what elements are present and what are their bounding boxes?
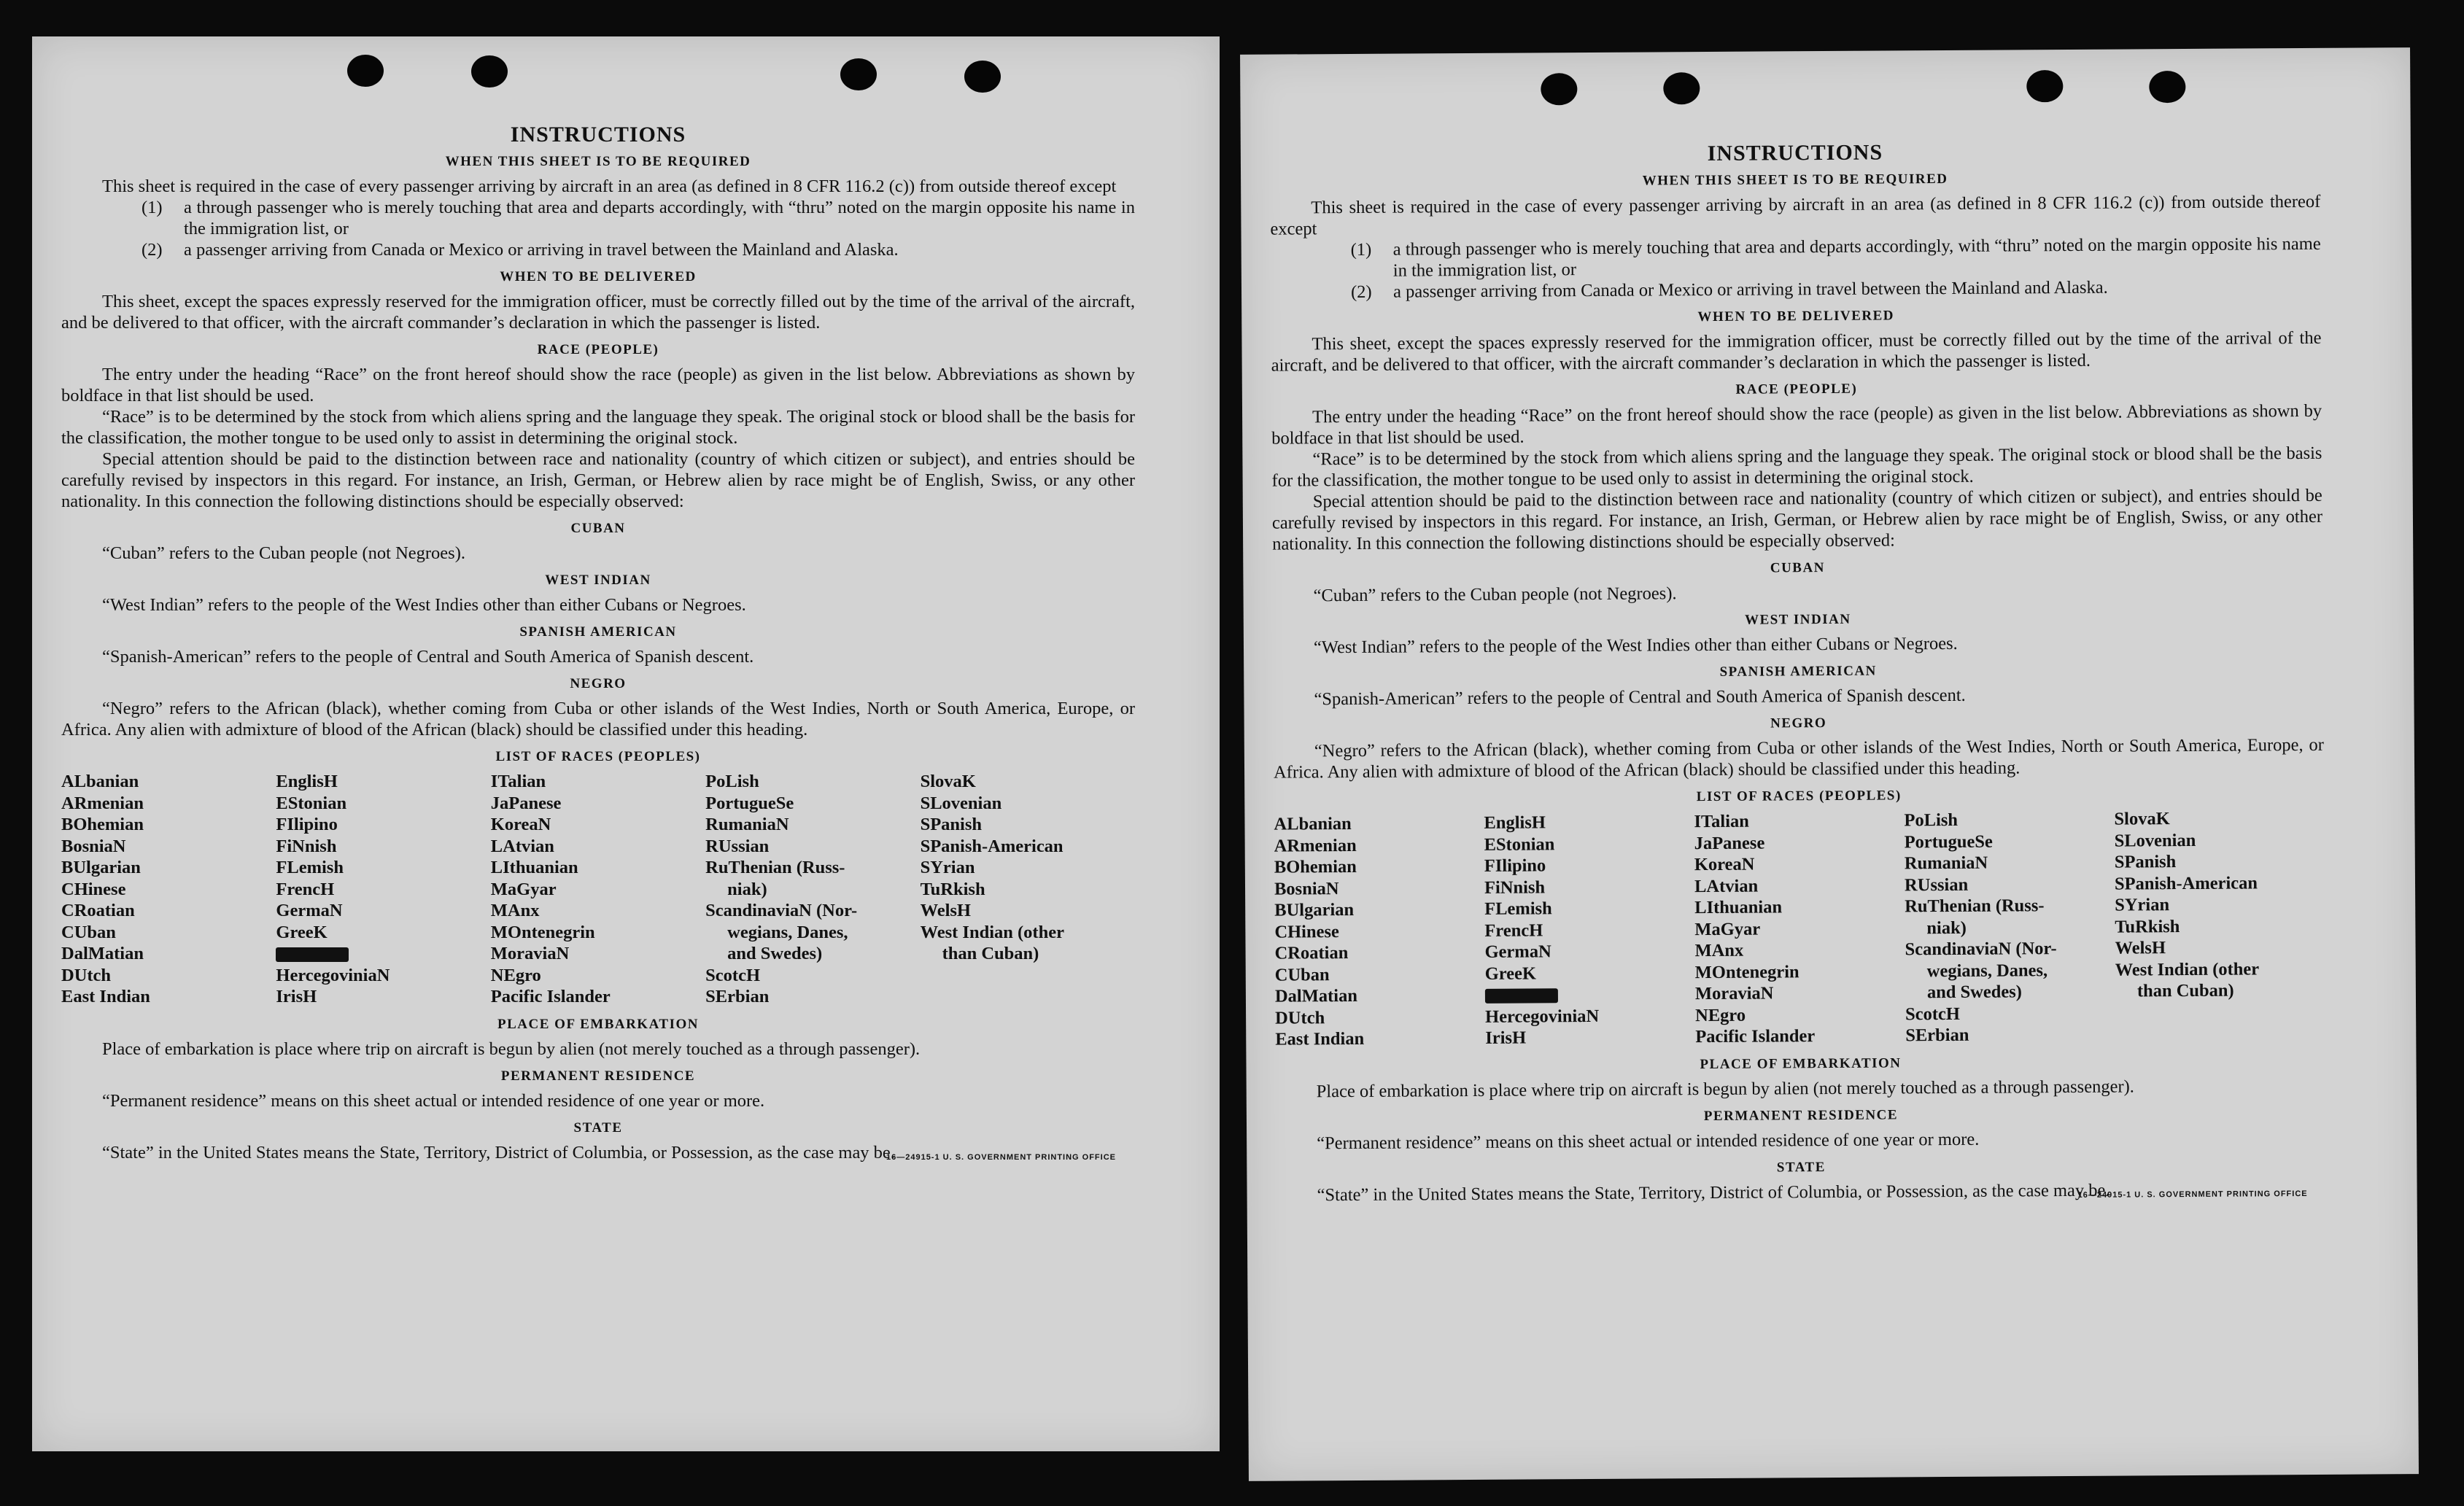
paragraph: The entry under the heading “Race” on the front hereof should show the race (people) as given in the list below. Abbreviations as shown by boldface in that list should be used.	[1271, 400, 2322, 449]
race-entry: than Cuban)	[942, 944, 1039, 963]
race-column	[1274, 812, 1485, 1050]
race-column	[1484, 811, 1695, 1049]
item-number: (1)	[1350, 239, 1372, 260]
paragraph: Special attention should be paid to the distinction between race and nationality (country of which citizen or subject), and entries should be carefully revised by inspectors in this regard. For instance, an Irish, German, or Hebrew alien by race might be of English, Swiss, or any other nationality. In this connection the following distinctions should be especially observed:	[61, 449, 1135, 511]
race-entry: FIlipino	[1484, 855, 1546, 876]
race-entry: ScandinaviaN (Nor-	[1905, 939, 2057, 960]
race-entry: RuThenian (Russ-	[705, 858, 845, 877]
race-entry: BUlgarian	[1274, 899, 1355, 920]
race-entry: KoreaN	[1694, 854, 1755, 875]
section-heading: WEST INDIAN	[1744, 611, 1851, 628]
race-entry: ALbanian	[61, 772, 139, 791]
race-entry: PoLish	[705, 772, 759, 791]
race-entry: GermaN	[1484, 942, 1551, 962]
section-heading: RACE (PEOPLE)	[537, 342, 659, 357]
paragraph: This sheet, except the spaces expressly reserved for the immigration officer, must be correctly filled out by the time of the arrival of the aircraft, and be delivered to that officer, with the aircraft commander’s declaration in which the passenger is listed.	[61, 292, 1135, 333]
race-entry: and Swedes)	[1926, 982, 2023, 1003]
section-heading: RACE (PEOPLE)	[1735, 381, 1858, 397]
punch-hole	[1663, 72, 1700, 104]
race-entry: DUtch	[61, 965, 112, 985]
section-heading: WHEN THIS SHEET IS TO BE REQUIRED	[1642, 171, 1948, 189]
paragraph: “Negro” refers to the African (black), whether coming from Cuba or other islands of the West Indies, North or South America, Europe, or Africa. Any alien with admixture of blood of the African (black) should be classified under this heading.	[1273, 734, 2324, 783]
race-entry: NEgro	[490, 965, 541, 985]
race-entry: niak)	[1926, 917, 1967, 938]
race-entry: MoraviaN	[490, 944, 570, 963]
section-heading: PLACE OF EMBARKATION	[497, 1016, 699, 1032]
race-entry: ARmenian	[1274, 835, 1357, 856]
race-column	[2114, 807, 2325, 1045]
race-entry: CRoatian	[61, 901, 135, 920]
item-number: (1)	[142, 198, 163, 217]
race-column	[491, 771, 705, 1008]
race-entry: GreeK	[276, 922, 328, 942]
race-entry: SYrian	[2115, 895, 2170, 915]
printer-imprint: 16—24915-1 U. S. GOVERNMENT PRINTING OFFICE	[886, 1152, 1116, 1162]
item-number: (2)	[142, 240, 163, 260]
race-entry: MAnx	[490, 901, 540, 920]
race-entry: HercegoviniaN	[276, 965, 390, 985]
section-heading: NEGRO	[1770, 715, 1827, 731]
section-heading: LIST OF RACES (PEOPLES)	[495, 749, 701, 764]
paragraph: “Spanish-American” refers to the people of Central and South America of Spanish descent.	[102, 647, 754, 667]
race-entry: JaPanese	[490, 793, 562, 813]
race-entry: LAtvian	[490, 836, 554, 856]
paragraph: “State” in the United States means the State, Territory, District of Columbia, or Possession, as the case may be.	[102, 1142, 895, 1163]
race-column	[705, 771, 920, 1008]
race-column	[921, 771, 1135, 1008]
race-column	[1904, 809, 2115, 1047]
race-entry: SYrian	[920, 858, 975, 877]
race-entry: BOhemian	[61, 815, 144, 834]
race-entry: PoLish	[1904, 810, 1959, 831]
race-entry: DUtch	[1275, 1007, 1325, 1028]
race-entry: BOhemian	[1274, 856, 1357, 877]
race-entry: ALbanian	[1274, 814, 1352, 834]
section-heading: STATE	[1776, 1159, 1826, 1175]
race-entry: Pacific Islander	[490, 987, 611, 1006]
paragraph: Special attention should be paid to the distinction between race and nationality (country of which citizen or subject), and entries should be carefully revised by inspectors in this regard. For instance, an Irish, German, or Hebrew alien by race might be of English, Swiss, or any other nationality. In this connection the following distinctions should be especially observed:	[1271, 485, 2323, 554]
race-entry: CRoatian	[1274, 943, 1349, 963]
race-entry: SlovaK	[920, 772, 976, 791]
race-entry: West Indian (other	[2115, 958, 2260, 980]
paragraph: “Cuban” refers to the Cuban people (not Negroes).	[1313, 583, 1677, 606]
paragraph: Place of embarkation is place where trip on aircraft is begun by alien (not merely touched as a through passenger).	[102, 1039, 921, 1059]
section-heading: WHEN TO BE DELIVERED	[500, 269, 697, 284]
paragraph: “Race” is to be determined by the stock from which aliens spring and the language they speak. The original stock or blood shall be the basis for the classification, the mother tongue to be used only to assist in determining the original stock.	[1271, 443, 2322, 491]
instructions-content	[61, 124, 1135, 1168]
redacted-entry	[1485, 983, 1695, 1006]
race-entry: RumaniaN	[1904, 853, 1988, 874]
race-entry: FiNnish	[1484, 877, 1546, 898]
race-entry: FiNnish	[276, 836, 337, 856]
race-entry: SPanish	[920, 815, 982, 834]
race-column	[61, 771, 276, 1008]
punch-hole	[471, 55, 508, 88]
page-title: INSTRUCTIONS	[1707, 140, 1883, 166]
race-entry: DalMatian	[1274, 985, 1357, 1006]
race-entry: niak)	[727, 879, 767, 899]
paragraph: “Race” is to be determined by the stock from which aliens spring and the language they speak. The original stock or blood shall be the basis for the classification, the mother tongue to be used only to assist in determining the original stock.	[61, 407, 1135, 448]
race-entry: LIthuanian	[490, 858, 578, 877]
section-heading: PLACE OF EMBARKATION	[1700, 1055, 1902, 1072]
race-entry: BosniaN	[61, 836, 126, 856]
race-entry: SPanish-American	[920, 836, 1064, 856]
page-title: INSTRUCTIONS	[510, 123, 686, 147]
race-entry: MOntenegrin	[490, 922, 595, 942]
race-entry: KoreaN	[490, 815, 551, 834]
printer-imprint: 16—24915-1 U. S. GOVERNMENT PRINTING OFFICE	[2077, 1189, 2308, 1200]
race-entry: SErbian	[705, 987, 770, 1006]
race-entry: EnglisH	[1484, 812, 1546, 833]
race-entry: RuThenian (Russ-	[1905, 896, 2045, 917]
race-entry: GermaN	[276, 901, 343, 920]
race-entry: wegians, Danes,	[1926, 960, 2048, 981]
race-entry: SLovenian	[920, 793, 1002, 813]
race-entry: EnglisH	[276, 772, 338, 791]
item-text: a through passenger who is merely touching that area and departs accordingly, with “thru” noted on the margin opposite his name in the immigration list, or	[184, 198, 1135, 238]
list-item	[142, 239, 1135, 260]
race-column	[276, 771, 490, 1008]
item-number: (2)	[1350, 282, 1372, 302]
race-entry: NEgro	[1695, 1005, 1746, 1025]
race-entry: RUssian	[1904, 874, 1969, 895]
item-text: a passenger arriving from Canada or Mexico or arriving in travel between the Mainland and Alaska.	[184, 240, 899, 260]
race-entry: TuRkish	[2115, 916, 2180, 937]
paragraph: The entry under the heading “Race” on the front hereof should show the race (people) as given in the list below. Abbreviations as shown by boldface in that list should be used.	[61, 365, 1135, 405]
race-entry: IrisH	[276, 987, 317, 1006]
race-entry: SLovenian	[2114, 830, 2196, 851]
redaction-mark	[276, 947, 349, 962]
race-entry: GreeK	[1484, 963, 1537, 984]
section-heading: CUBAN	[1770, 560, 1825, 576]
race-entry: ITalian	[490, 772, 546, 791]
race-entry: MaGyar	[490, 879, 557, 899]
race-entry: WelsH	[920, 901, 971, 920]
race-entry: RumaniaN	[705, 815, 789, 834]
race-entry: MAnx	[1694, 940, 1744, 961]
race-entry: SlovaK	[2114, 809, 2170, 829]
paragraph: “Permanent residence” means on this sheet actual or intended residence of one year or more.	[1317, 1129, 1980, 1153]
race-entry: HercegoviniaN	[1485, 1006, 1600, 1027]
punch-hole	[347, 55, 384, 87]
race-entry: CHinese	[1274, 921, 1339, 942]
paragraph: “Cuban” refers to the Cuban people (not Negroes).	[102, 543, 465, 563]
punch-hole	[840, 58, 877, 90]
race-entry: CUban	[61, 922, 116, 942]
paragraph: “State” in the United States means the State, Territory, District of Columbia, or Possession, as the case may be.	[1317, 1180, 2110, 1205]
race-entry: BosniaN	[1274, 878, 1339, 899]
race-entry: SPanish-American	[2114, 872, 2258, 894]
section-heading: CUBAN	[570, 521, 626, 536]
race-entry: FrencH	[276, 879, 335, 899]
race-entry: FLemish	[276, 858, 344, 877]
race-entry: MoraviaN	[1694, 983, 1774, 1004]
race-entry: PortugueSe	[1904, 831, 1993, 852]
punch-hole	[964, 61, 1001, 93]
race-entry: DalMatian	[61, 944, 144, 963]
race-entry: MaGyar	[1694, 919, 1761, 939]
race-entry: ScandinaviaN (Nor-	[705, 901, 858, 920]
race-entry: East Indian	[1275, 1028, 1365, 1049]
section-heading: WHEN THIS SHEET IS TO BE REQUIRED	[445, 154, 751, 169]
race-entry: IrisH	[1485, 1028, 1527, 1048]
section-heading: SPANISH AMERICAN	[1719, 663, 1877, 680]
race-entry: CUban	[1274, 964, 1330, 985]
section-heading: STATE	[573, 1119, 623, 1136]
race-entry: JaPanese	[1694, 833, 1765, 853]
race-entry: FIlipino	[276, 815, 338, 834]
paragraph: “Permanent residence” means on this sheet actual or intended residence of one year or more.	[102, 1090, 765, 1111]
punch-hole	[2026, 70, 2063, 102]
race-entry: FLemish	[1484, 898, 1552, 919]
race-entry: and Swedes)	[727, 944, 823, 963]
race-entry: West Indian (other	[920, 922, 1064, 942]
section-heading: SPANISH AMERICAN	[519, 624, 677, 640]
redacted-entry	[276, 943, 490, 965]
race-entry: TuRkish	[920, 879, 985, 899]
list-item	[1351, 233, 2321, 282]
punch-hole	[1541, 73, 1577, 105]
race-entry: Pacific Islander	[1695, 1026, 1816, 1047]
race-entry: EStonian	[276, 793, 347, 813]
race-list	[61, 771, 1135, 1008]
race-entry: ARmenian	[61, 793, 144, 813]
document-sheet-left	[32, 36, 1220, 1451]
paragraph: This sheet is required in the case of every passenger arriving by aircraft in an area (as defined in 8 CFR 116.2 (c)) from outside thereof except	[102, 176, 1117, 196]
paragraph: “Negro” refers to the African (black), whether coming from Cuba or other islands of the West Indies, North or South America, Europe, or Africa. Any alien with admixture of blood of the African (black) should be classified under this heading.	[61, 699, 1135, 740]
list-item	[142, 197, 1135, 239]
race-entry: WelsH	[2115, 938, 2166, 958]
document-sheet-right	[1240, 47, 2419, 1481]
instructions-content	[1270, 139, 2327, 1211]
race-entry: CHinese	[61, 879, 126, 899]
paragraph: This sheet, except the spaces expressly reserved for the immigration officer, must be correctly filled out by the time of the arrival of the aircraft, and be delivered to that officer, with the aircraft commander’s declaration in which the passenger is listed.	[1271, 327, 2322, 376]
race-entry: LIthuanian	[1694, 897, 1783, 918]
section-heading: LIST OF RACES (PEOPLES)	[1696, 788, 1902, 805]
race-column	[1694, 810, 1905, 1047]
race-entry: SPanish	[2114, 852, 2177, 872]
race-entry: EStonian	[1484, 834, 1555, 855]
race-entry: MOntenegrin	[1694, 961, 1799, 982]
race-entry: RUssian	[705, 836, 770, 856]
paragraph: This sheet is required in the case of every passenger arriving by aircraft in an area (as defined in 8 CFR 116.2 (c)) from outside thereof except	[1270, 191, 2321, 239]
section-heading: PERMANENT RESIDENCE	[500, 1068, 696, 1084]
section-heading: PERMANENT RESIDENCE	[1703, 1106, 1899, 1124]
paragraph: “West Indian” refers to the people of the West Indies other than either Cubans or Negroes.	[1313, 633, 1958, 658]
item-text: a passenger arriving from Canada or Mexico or arriving in travel between the Mainland and Alaska.	[1392, 277, 2108, 302]
paragraph: “West Indian” refers to the people of the West Indies other than either Cubans or Negroes.	[102, 595, 746, 615]
race-entry: East Indian	[61, 987, 150, 1006]
race-entry: wegians, Danes,	[727, 922, 848, 942]
paragraph: “Spanish-American” refers to the people of Central and South America of Spanish descent.	[1314, 685, 1966, 710]
race-entry: BUlgarian	[61, 858, 141, 877]
section-heading: NEGRO	[570, 676, 627, 691]
redaction-mark	[1485, 989, 1558, 1004]
race-entry: ITalian	[1694, 811, 1749, 832]
section-heading: WHEN TO BE DELIVERED	[1697, 308, 1895, 325]
race-list	[1274, 807, 2325, 1050]
race-entry: PortugueSe	[705, 793, 794, 813]
race-entry: FrencH	[1484, 920, 1543, 941]
punch-hole	[2149, 71, 2185, 103]
race-entry: ScotcH	[705, 965, 761, 985]
race-entry: ScotcH	[1905, 1004, 1961, 1024]
race-entry: LAtvian	[1694, 876, 1759, 896]
paragraph: Place of embarkation is place where trip on aircraft is begun by alien (not merely touched as a through passenger).	[1316, 1076, 2134, 1101]
race-entry: than Cuban)	[2136, 980, 2234, 1001]
race-entry: SErbian	[1905, 1025, 1969, 1046]
item-text: a through passenger who is merely touching that area and departs accordingly, with “thru” noted on the margin opposite his name in the immigration list, or	[1392, 233, 2321, 281]
section-heading: WEST INDIAN	[545, 572, 651, 588]
